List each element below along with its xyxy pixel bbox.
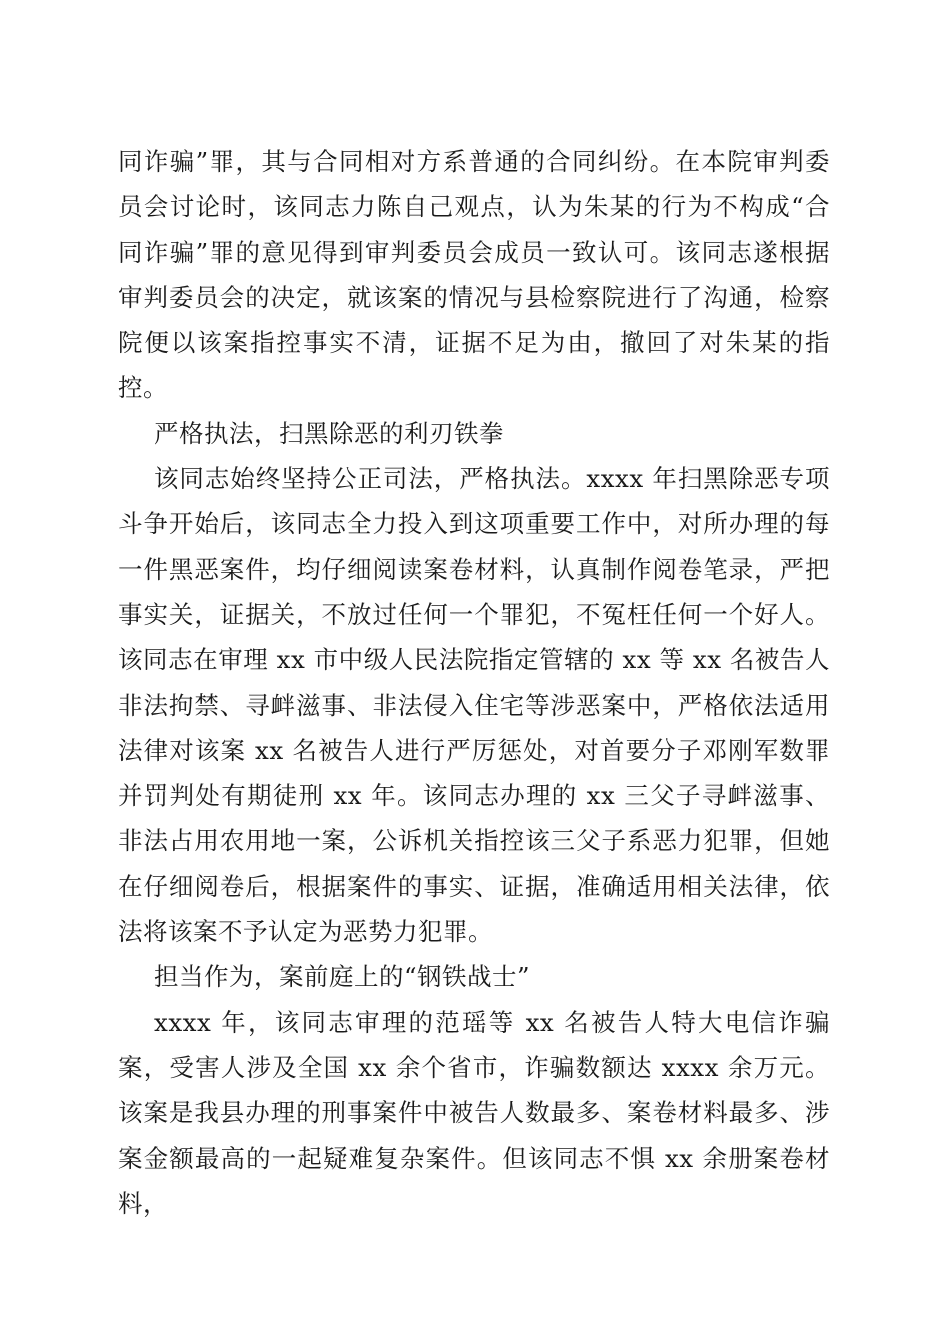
paragraph-telecom-fraud-case: xxxx 年，该同志审理的范瑶等 xx 名被告人特大电信诈骗案，受害人涉及全国 xx 余个省市，诈骗数额达 xxxx 余万元。该案是我县办理的刑事案件中被告人数最多、案卷材料最多、涉案金额最高的一起疑难复杂案件。但该同志不惧 xx 余册案卷材料，: [118, 1007, 830, 1218]
paragraph-anti-gang-crime: 该同志始终坚持公正司法，严格执法。xxxx 年扫黑除恶专项斗争开始后，该同志全力投入到这项重要工作中，对所办理的每一件黑恶案件，均仔细阅读案卷材料，认真制作阅卷笔录，严把事实关，证据关，不放过任何一个罪犯，不冤枉任何一个好人。该同志在审理 xx 市中级人民法院指定管辖的 xx 等 xx 名被告人非法拘禁、寻衅滋事、非法侵入住宅等涉恶案中，严格依法适用法律对该案 xx 名被告人进行严厉惩处，对首要分子邓刚军数罪并罚判处有期徒刑 xx 年。该同志办理的 xx 三父子寻衅滋事、非法占用农用地一案，公诉机关指控该三父子系恶力犯罪，但她在仔细阅卷后，根据案件的事实、证据，准确适用相关法律，依法将该案不予认定为恶势力犯罪。: [118, 464, 830, 947]
section-heading-strict-enforcement: 严格执法，扫黑除恶的利刃铁拳: [154, 418, 504, 448]
paragraph-contract-fraud-case: 同诈骗”罪，其与合同相对方系普通的合同纠纷。在本院审判委员会讨论时，该同志力陈自己观点，认为朱某的行为不构成“合同诈骗”罪的意见得到审判委员会成员一致认可。该同志遂根据审判委员会的决定，就该案的情况与县检察院进行了沟通，检察院便以该案指控事实不清，证据不足为由，撤回了对朱某的指控。: [118, 147, 830, 403]
section-heading-steel-warrior: 担当作为，案前庭上的“钢铁战士”: [154, 962, 531, 992]
document-body: [118, 139, 830, 1226]
